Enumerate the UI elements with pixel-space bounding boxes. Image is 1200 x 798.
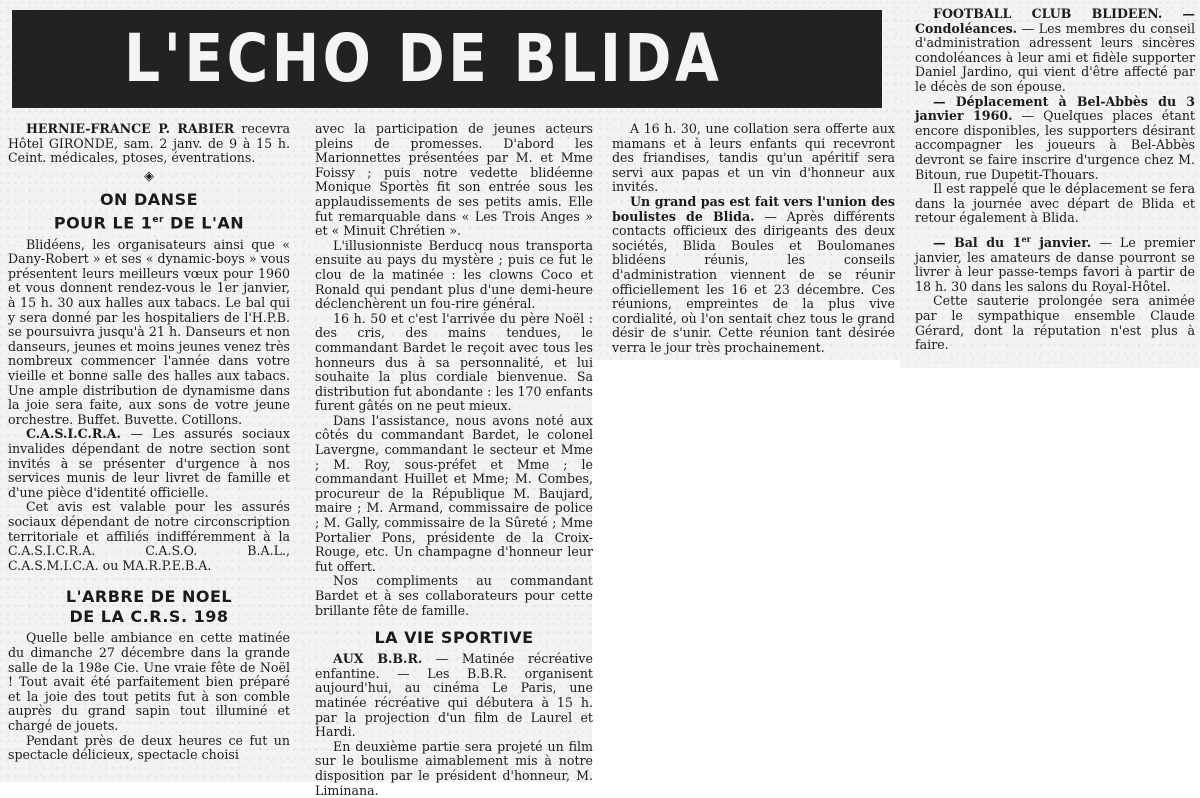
heading-on-danse bbox=[8, 190, 290, 233]
column-1 bbox=[8, 122, 290, 763]
ad-text: recevra Hôtel GIRONDE, sam. 2 janv. de 9 à 15 h. Ceint. médicales, ptoses, éventrations. bbox=[8, 121, 290, 166]
lead-text: janvier. bbox=[1030, 235, 1092, 251]
heading-arbre-de-noel bbox=[8, 587, 290, 627]
paragraph: Il est rappelé que le déplacement se fera dans la journée avec départ de Blida et retour également à Blida. bbox=[915, 181, 1195, 226]
heading-line: L'ARBRE DE NOEL bbox=[65, 587, 233, 607]
paragraph-football bbox=[915, 7, 1195, 95]
paragraph-text: — Quelques places étant encore disponibles, les supporters désirant accompagner les joueurs à Bel-Abbès devront se faire inscrire d'urgence chez M. Bitoun, rue Dupetit-Thouars. bbox=[915, 108, 1195, 182]
column-4 bbox=[915, 7, 1195, 353]
paragraph-continuation: avec la participation de jeunes acteurs pleins de promesses. D'abord les Marionnettes présentées par M. et Mme Foissy ; puis notre vedette blidéenne Monique Sportès fit son entrée sous les applaudissements de ses petits amis. Elle fut remarquable dans « Les Trois Anges » et « Minuit Chrétien ». bbox=[315, 121, 593, 239]
paragraph-boulistes bbox=[612, 195, 895, 356]
paragraph-text: — Les membres du conseil d'administration adressent leurs sincères condoléances à leur ami et fidèle supporter Daniel Jardino, qui vient d'être affecté par le décès de son épouse. bbox=[915, 20, 1195, 94]
paragraph: En deuxième partie sera projeté un film sur le boulisme aimablement mis à notre disposition par le président d'honneur, M. Liminana. bbox=[315, 738, 593, 798]
paragraph: Cet avis est valable pour les assurés sociaux dépendant de notre circonscription territoriale et affiliés indifféremment à la C.A.S.I.C.R.A. C.A.S.O. B.A.L., C.A.S.M.I.C.A. ou MA.R.P.E.B.A. bbox=[8, 499, 290, 573]
masthead-title: L'ECHO DE BLIDA bbox=[124, 20, 723, 97]
paragraph-bbr bbox=[315, 652, 593, 740]
heading-line bbox=[8, 210, 290, 233]
heading-line: DE LA C.R.S. 198 bbox=[69, 607, 229, 627]
diamond-ornament-icon: ◈ bbox=[144, 168, 154, 184]
paragraph-lead bbox=[933, 235, 1091, 250]
paragraph: L'illusionniste Berducq nous transporta ensuite au pays du mystère ; puis ce fut le clou de la matinée : les clowns Coco et Ronald qui pendant plus d'une demi-heure déclenchèrent un fou-rire général. bbox=[315, 237, 593, 312]
paragraph-casicra bbox=[8, 427, 290, 500]
paragraph-deplacement bbox=[915, 95, 1195, 183]
column-2 bbox=[315, 122, 593, 798]
paragraph: Blidéens, les organisateurs ainsi que « Dany-Robert » et ses « dynamic-boys » vous présentent leurs meilleurs vœux pour 1960 et vous donnent rendez-vous le 1er janvier, à 15 h. 30 aux halles aux tabacs. Le bal qui y sera donné par les hospitaliers de l'H.P.B. se poursuivra jusqu'à 21 h. Danseurs et non danseurs, jeunes et moins jeunes venez très nombreux commencer l'année dans votre vieille et bonne salle des halles aux tabacs. Une ample distribution de dynamisme dans la joie sera faite, aux sons de votre jeune orchestre. Buffet. Buvette. Cotillons. bbox=[8, 236, 290, 427]
paragraph: Nos compliments au commandant Bardet et à ses collaborateurs pour cette brillante fête de famille. bbox=[315, 573, 593, 618]
paragraph: A 16 h. 30, une collation sera offerte aux mamans et à leurs enfants qui recevront des friandises, tandis qu'un apéritif sera servi aux papas et un vin d'honneur aux invités. bbox=[612, 121, 895, 195]
paragraph: Quelle belle ambiance en cette matinée du dimanche 27 décembre dans la grande salle de la 198e Cie. Une vraie fête de Noël ! Tout avait été parfaitement bien préparé et la joie des tout petits fut à son comble auprès du grand sapin tout illuminé et chargé de jouets. bbox=[8, 630, 290, 733]
paragraph: 16 h. 50 et c'est l'arrivée du père Noël : des cris, des mains tendues, le commandant Bardet le reçoit avec tous les honneurs dus à sa personnalité, et lui souhaite la plus cordiale bienvenue. Sa distribution fut abondante : les 170 enfants furent gâtés on ne peut mieux. bbox=[315, 310, 593, 414]
lead-superscript: er bbox=[1021, 233, 1031, 244]
heading-line: ON DANSE bbox=[99, 190, 199, 210]
paragraph-text: — Matinée récréative enfantine. — Les B.B.R. organisent aujourd'hui, au cinéma Le Paris, une matinée récréative qui débutera à 15 h. par la projection d'un film de Laurel et Hardi. bbox=[315, 651, 593, 740]
paragraph-text: — Le premier janvier, les amateurs de danse pourront se livrer à leur passe-temps favori à partir de 18 h. 30 dans les salons du Royal-Hôtel. bbox=[915, 235, 1195, 294]
paragraph-bal bbox=[915, 232, 1195, 295]
paragraph-lead: FOOTBALL CLUB BLIDEEN. — Condoléances. bbox=[915, 6, 1195, 36]
paragraph-text: — Après différents contacts officieux des dirigeants des deux sociétés, Blida Boules et Boulomanes blidéens réunis, les conseils d'administration viennent de se réunir officiellement les 16 et 23 décembre. Ces réunions, empreintes de la plus vive cordialité, où l'on sentait chez tous le grand désir de s'unir. Cette réunion tant désirée verra le jour très prochainement. bbox=[612, 208, 896, 355]
paragraph-lead: Un grand pas est fait vers l'union des boulistes de Blida. bbox=[612, 193, 895, 224]
paragraph-lead: — Déplacement à Bel-Abbès du 3 janvier 1960. bbox=[915, 93, 1195, 124]
heading-vie-sportive: LA VIE SPORTIVE bbox=[374, 628, 534, 648]
ad-lead: HERNIE-FRANCE P. RABIER bbox=[26, 121, 235, 136]
paragraph-lead: C.A.S.I.C.R.A. bbox=[26, 426, 121, 442]
paragraph-lead: AUX B.B.R. bbox=[333, 651, 423, 667]
column-3 bbox=[612, 122, 895, 356]
ad-hernie-france bbox=[8, 122, 290, 166]
heading-text: DE L'AN bbox=[163, 213, 245, 233]
heading-text: POUR LE 1 bbox=[53, 213, 153, 233]
lead-text: — Bal du 1 bbox=[933, 235, 1022, 251]
heading-superscript: er bbox=[152, 215, 164, 226]
masthead-banner bbox=[12, 10, 882, 108]
paragraph: Dans l'assistance, nous avons noté aux côtés du commandant Bardet, le colonel Lavergne, commandant le secteur et Mme ; M. Roy, sous-préfet et Mme ; le commandant Huillet et Mme; M. Combes, procureur de la République M. Baujard, maire ; M. Armand, commissaire de police ; M. Gally, commissaire de la Sûreté ; Mme Portalier Pons, présidente de la Croix-Rouge, etc. Un champagne d'honneur leur fut offert. bbox=[315, 412, 593, 574]
paragraph: Cette sauterie prolongée sera animée par le sympathique ensemble Claude Gérard, dont la réputation n'est plus à faire. bbox=[915, 293, 1195, 353]
paragraph-text: — Les assurés sociaux invalides dépendant de notre section sont invités à se présenter d'urgence à nos services munis de leur livret de famille et d'une pièce d'identité officielle. bbox=[8, 426, 290, 500]
paragraph: Pendant près de deux heures ce fut un spectacle délicieux, spectacle choisi bbox=[8, 732, 290, 763]
